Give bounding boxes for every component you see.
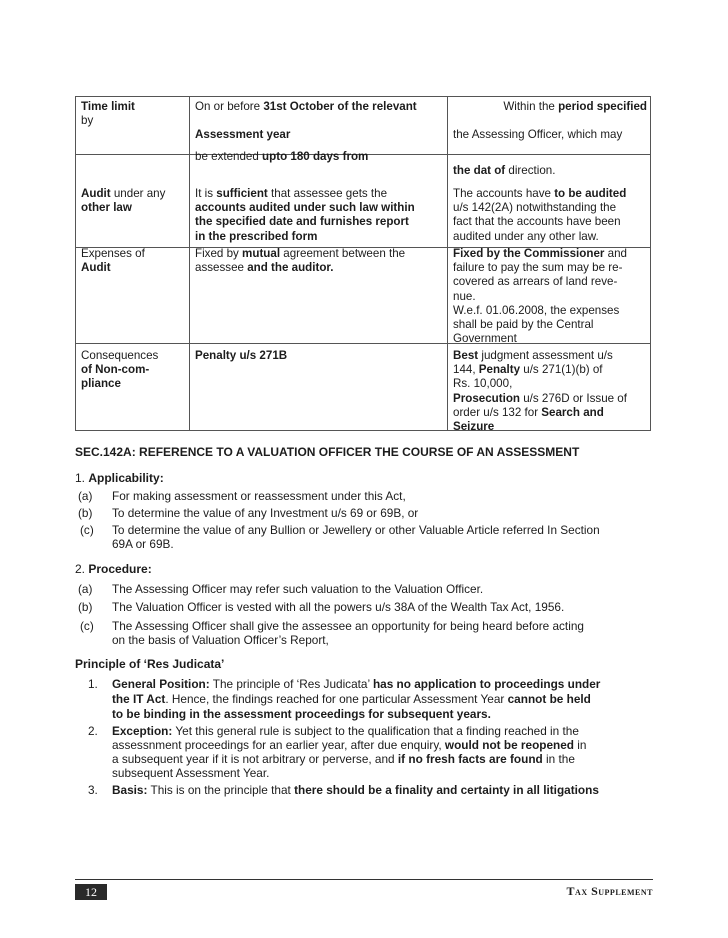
- cell-line: nue.: [453, 289, 476, 303]
- item-line: a subsequent year if it is not arbitrary or perverse, and if no fresh facts are found in the: [112, 752, 575, 766]
- cell-line: the dat of direction.: [453, 164, 556, 178]
- cell-line: It is sufficient that assessee gets the: [195, 187, 388, 200]
- cell-line: failure to pay the sum may be re-: [453, 261, 623, 275]
- cell-line: 144, Penalty u/s 271(1)(b) of: [453, 363, 603, 377]
- row-time-limit-col2: [195, 100, 447, 165]
- cell-line: Government: [453, 332, 517, 346]
- item-line: assessnment proceedings for an earlier year, after due enquiry, would not be reopened in: [112, 738, 587, 752]
- cell-line: Within the period specified: [503, 100, 647, 113]
- label-text: Time limit: [81, 100, 135, 113]
- row-expenses-label: [81, 247, 185, 275]
- row-audit-col2: [195, 187, 445, 244]
- row-expenses-col3: [453, 247, 647, 346]
- item-line: the IT Act. Hence, the findings reached for one particular Assessment Year cannot be held: [112, 692, 591, 706]
- cell-line: Best judgment assessment u/s: [453, 349, 613, 362]
- table-border-right: [650, 97, 651, 430]
- cell-line: covered as arrears of land reve-: [453, 275, 618, 289]
- row-consequences-col3: [453, 349, 647, 434]
- cell-line: Fixed by the Commissioner and: [453, 247, 627, 260]
- label-text: of Non-com-: [81, 363, 150, 377]
- cell-line: the Assessing Officer, which may: [453, 128, 623, 142]
- label-text: Expenses of: [81, 247, 145, 260]
- label-text: pliance: [81, 377, 121, 391]
- item-line: subsequent Assessment Year.: [112, 766, 270, 780]
- cell-line: Fixed by mutual agreement between the: [195, 247, 406, 260]
- cell-line: Assessment year: [195, 128, 291, 142]
- cell-line: be extended upto 180 days from: [195, 150, 369, 164]
- row-expenses-col2: [195, 247, 445, 275]
- section-title: SEC.142A: REFERENCE TO A VALUATION OFFICER THE COURSE OF AN ASSESSMENT: [75, 445, 580, 459]
- principle-heading: Principle of ‘Res Judicata’: [75, 657, 225, 671]
- cell-line: Prosecution u/s 276D or Issue of: [453, 391, 627, 405]
- row-audit-label: [81, 187, 185, 215]
- row-consequences-label: [81, 349, 185, 392]
- row-consequences-col2: Penalty u/s 271B: [195, 349, 288, 362]
- document-page: Time limit by On or before 31st October of the relevant Assessment year be extended upto 180 days from Within the period specified the Assessing Officer, which may the dat of direction. Audit under any other law It is sufficient that assessee gets the accounts audited under such law within the specified date and furnishes report in the prescribed form The accounts have to be audited u/s 142(2A) notwithstanding the fact that the accounts have been audited under any other law. Expenses of Audit Fixed by mutual agreement between the assessee and the auditor. Fixed by the Commissioner and failure to pay the sum may be re- covered as arrears of land reve- nue. W.e.f. 01.06.2008, the expenses shall be paid by the Central Government Consequences of Non-com- pliance Penalty u/s 271B Best judgment assessment u/s 144, Penalty u/s 271(1)(b) of Rs. 10,000, Prosecution u/s 276D or Issue of order u/s 132 for Search and Seizure SEC.142A: REFERENCE TO A VALUATION OFFICER THE COURSE OF AN ASSESSMENT 1. Applicability: (a) For making assessment or reassessment under this Act, (b) To determine the value of any Investment u/s 69 or 69B, or (c) To determine the value of any Bullion or Jewellery or other Valuable Article referred In Section 69A or 69B. 2. Procedure: (a) The Assessing Officer may refer such valuation to the Valuation Officer. (b) The Valuation Officer is vested with all the powers u/s 38A of the Wealth Tax Act, 1956. (c) The Assessing Officer shall give the assessee an opportunity for being heard before acting on the basis of Valuation Officer’s Report, Principle of ‘Res Judicata’ 1. General Position: The principle of ‘Res Judicata’ has no application to proceedings under the IT Act. Hence, the findings reached for one particular Assessment Year cannot be held to be binding in the assessment proceedings for subsequent years. 2. Exception: Yet this general rule is subject to the qualification that a finding reached in the assessnment proceedings for an earlier year, after due enquiry, would not be reopened in a subsequent year if it is not arbitrary or perverse, and if no fresh facts are found in the subsequent Assessment Year. 3. Basis: This is on the principle that there should be a finality and certainty in all litigations 12 Tax Supplement: [0, 0, 728, 938]
- footer-rule: [75, 879, 653, 880]
- cell-line: Seizure: [453, 420, 495, 434]
- label-text: other law: [81, 201, 132, 215]
- cell-line: assessee and the auditor.: [195, 261, 334, 275]
- item-line: Basis: This is on the principle that there should be a finality and certainty in all litigations: [112, 783, 599, 797]
- cell-line: shall be paid by the Central: [453, 318, 594, 332]
- procedure-heading: 2. Procedure:: [75, 562, 152, 576]
- page-number-badge: 12: [75, 884, 107, 900]
- cell-line: fact that the accounts have been: [453, 215, 621, 229]
- cell-line: audited under any other law.: [453, 229, 599, 243]
- principle-item-2: 2. Exception: Yet this general rule is subject to the qualification that a finding reached in the assessnment proceedings for an earlier year, after due enquiry, would not be reopened in a subsequent year if it is not arbitrary or perverse, and if no fresh facts are found in the subsequent Assessment Year.: [88, 724, 587, 780]
- row-audit-col3: [453, 187, 647, 244]
- cell-line: order u/s 132 for Search and: [453, 405, 604, 419]
- audit-comparison-table: [75, 96, 651, 434]
- row-time-limit-label: [81, 100, 185, 128]
- cell-line: u/s 142(2A) notwithstanding the: [453, 201, 617, 215]
- procedure-item-c: (c) The Assessing Officer shall give the assessee an opportunity for being heard before acting on the basis of Valuation Officer’s Report,: [80, 619, 584, 647]
- principle-item-1: 1. General Position: The principle of ‘Res Judicata’ has no application to proceedings under the IT Act. Hence, the findings reached for one particular Assessment Year cannot be held to be binding in the assessment proceedings for subsequent years.: [88, 677, 601, 721]
- item-line: General Position: The principle of ‘Res Judicata’ has no application to proceedings under: [112, 677, 601, 691]
- item-line: to be binding in the assessment proceedings for subsequent years.: [112, 707, 491, 721]
- label-text: Audit under any: [81, 187, 166, 200]
- table-divider-col2: [447, 97, 448, 430]
- label-text: Consequences: [81, 349, 159, 362]
- applicability-heading: 1. Applicability:: [75, 471, 164, 485]
- table-border-left: [75, 97, 76, 430]
- table-divider-col1: [189, 97, 190, 430]
- footer-title: Tax Supplement: [566, 884, 653, 898]
- cell-line: Rs. 10,000,: [453, 377, 513, 391]
- cell-line: W.e.f. 01.06.2008, the expenses: [453, 303, 620, 317]
- cell-line: the specified date and furnishes report: [195, 215, 409, 229]
- label-text: Audit: [81, 261, 111, 275]
- label-text: by: [81, 114, 94, 128]
- cell-line: On or before 31st October of the relevant: [195, 100, 417, 113]
- cell-line: in the prescribed form: [195, 229, 318, 243]
- item-line: Exception: Yet this general rule is subject to the qualification that a finding reached in the: [112, 724, 579, 738]
- cell-line: accounts audited under such law within: [195, 201, 415, 215]
- applicability-item-c: (c) To determine the value of any Bullion or Jewellery or other Valuable Article referred In Section 69A or 69B.: [80, 523, 600, 551]
- cell-line: The accounts have to be audited: [453, 187, 627, 200]
- row-time-limit-col3: [453, 100, 647, 179]
